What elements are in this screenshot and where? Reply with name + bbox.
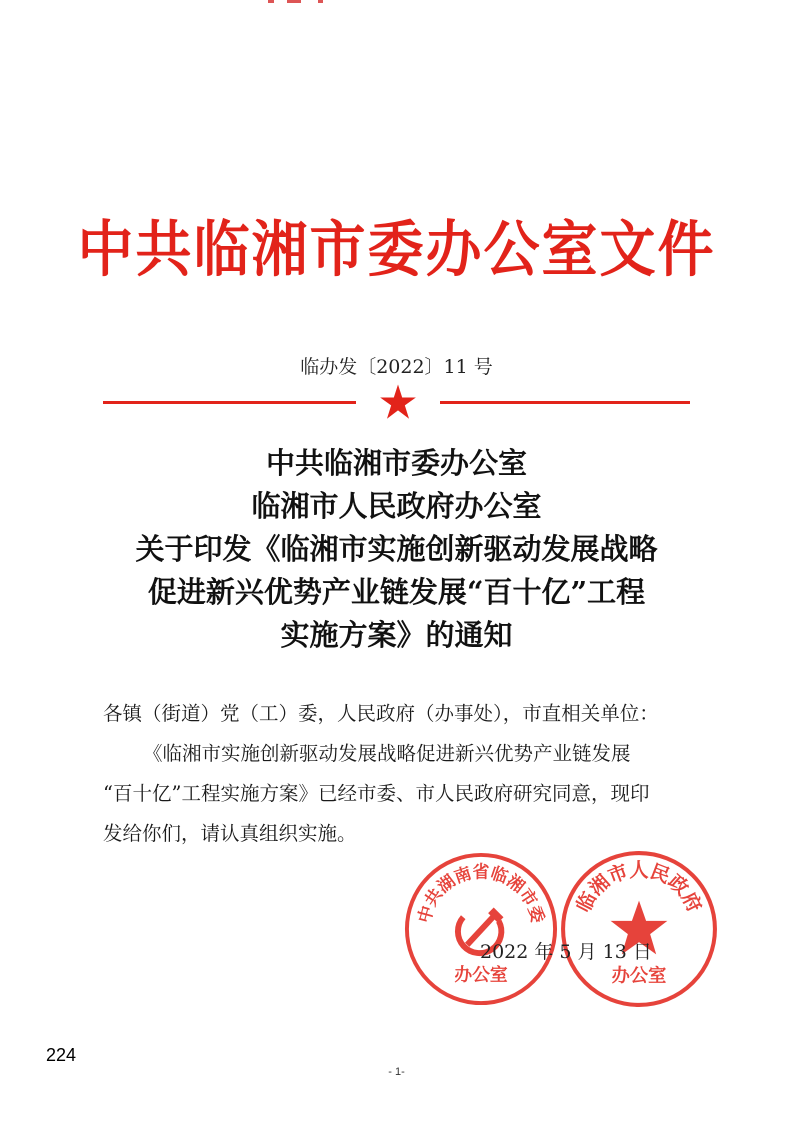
page-footer-number: - 1- [388, 1066, 405, 1078]
title-line: 促进新兴优势产业链发展“百十亿”工程 [147, 575, 646, 609]
issue-date: 2022 年 5 月 13 日 [480, 941, 652, 963]
notice-title [0, 442, 793, 657]
salutation: 各镇（街道）党（工）委，人民政府（办事处），市直相关单位： [103, 702, 659, 725]
title-line: 中共临湘市委办公室 [265, 446, 527, 480]
party-committee-seal [402, 850, 560, 1008]
document-number: 临办发〔2022〕11 号 [300, 356, 493, 378]
title-line: 实施方案》的通知 [280, 618, 513, 652]
document-header-title: 中共临湘市委办公室文件 [77, 214, 716, 285]
star-icon [379, 383, 417, 421]
title-line: 关于印发《临湘市实施创新驱动发展战略 [135, 532, 658, 566]
seal-top-text: 中共湖南省临湘市委 [413, 861, 549, 925]
body-paragraph-line: “百十亿”工程实施方案》已经市委、市人民政府研究同意，现印 [103, 782, 650, 805]
archive-page-number: 224 [46, 1045, 77, 1065]
title-line: 临湘市人民政府办公室 [251, 489, 542, 523]
body-paragraph-line: 《临湘市实施创新驱动发展战略促进新兴优势产业链发展 [143, 742, 631, 765]
government-seal [558, 848, 720, 1010]
header-divider-left [103, 401, 356, 404]
scan-mark [318, 0, 323, 3]
body-paragraph-line: 发给你们，请认真组织实施。 [103, 822, 357, 845]
seal-bottom-text: 办公室 [611, 965, 667, 987]
scan-mark [287, 0, 301, 3]
scan-mark [268, 0, 274, 3]
seal-top-text: 临湘市人民政府 [571, 858, 707, 916]
header-divider-right [440, 401, 690, 404]
seal-bottom-text: 办公室 [454, 965, 508, 986]
